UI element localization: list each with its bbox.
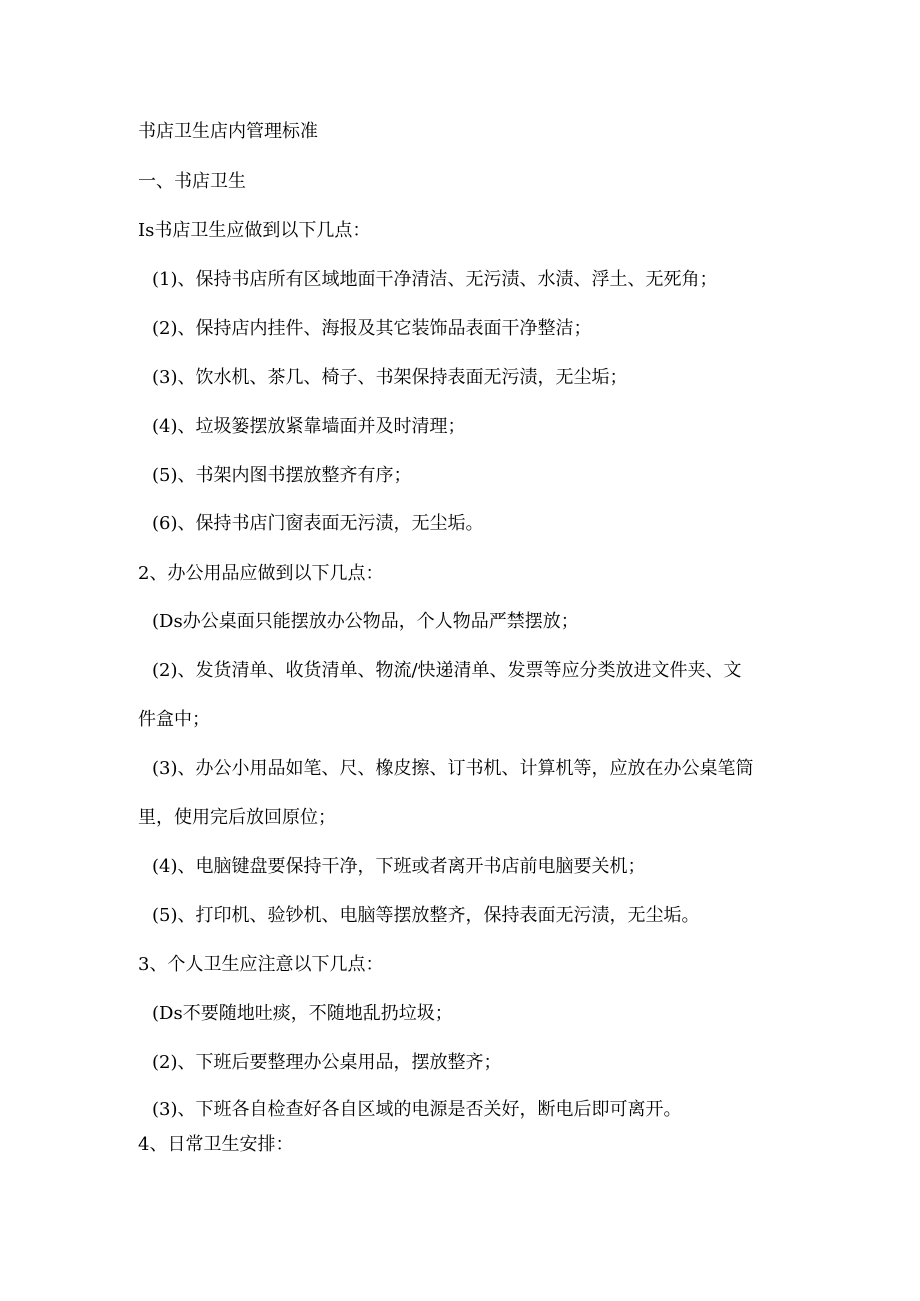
list-item-continuation: 件盒中； xyxy=(138,709,210,730)
list-item: (4)、电脑键盘要保持干净，下班或者离开书店前电脑要关机； xyxy=(152,856,646,877)
list-item: (2)、下班后要整理办公桌用品，摆放整齐； xyxy=(152,1052,502,1073)
list-item: (2)、保持店内挂件、海报及其它装饰品表面干净整洁； xyxy=(152,318,592,339)
list-item: (3)、饮水机、茶几、椅子、书架保持表面无污渍，无尘垢； xyxy=(152,367,628,388)
document-title: 书店卫生店内管理标准 xyxy=(138,121,318,142)
section-heading: 一、书店卫生 xyxy=(138,171,246,192)
list-item: (Ds不要随地吐痰，不随地乱扔垃圾； xyxy=(152,1003,453,1024)
list-item: (3)、办公小用品如笔、尺、橡皮擦、订书机、计算机等，应放在办公桌笔筒 xyxy=(152,758,754,779)
subsection-heading: 3、个人卫生应注意以下几点： xyxy=(138,954,384,975)
list-item: (5)、书架内图书摆放整齐有序； xyxy=(152,465,412,486)
subsection-heading: Is书店卫生应做到以下几点： xyxy=(138,220,371,241)
list-item: (6)、保持书店门窗表面无污渍，无尘垢。 xyxy=(152,513,484,534)
list-item: (1)、保持书店所有区域地面干净清洁、无污渍、水渍、浮土、无死角； xyxy=(152,269,718,290)
list-item: (5)、打印机、验钞机、电脑等摆放整齐，保持表面无污渍，无尘垢。 xyxy=(152,905,700,926)
list-item: (4)、垃圾篓摆放紧靠墙面并及时清理； xyxy=(152,416,466,437)
list-item: (3)、下班各自检查好各自区域的电源是否关好，断电后即可离开。 xyxy=(152,1099,682,1120)
subsection-heading: 2、办公用品应做到以下几点： xyxy=(138,563,384,584)
list-item-continuation: 里，使用完后放回原位； xyxy=(138,807,336,828)
list-item: (Ds办公桌面只能摆放办公物品，个人物品严禁摆放； xyxy=(152,611,579,632)
list-item: (2)、发货清单、收货清单、物流/快递清单、发票等应分类放进文件夹、文 xyxy=(152,660,742,681)
subsection-heading: 4、日常卫生安排： xyxy=(138,1134,294,1155)
